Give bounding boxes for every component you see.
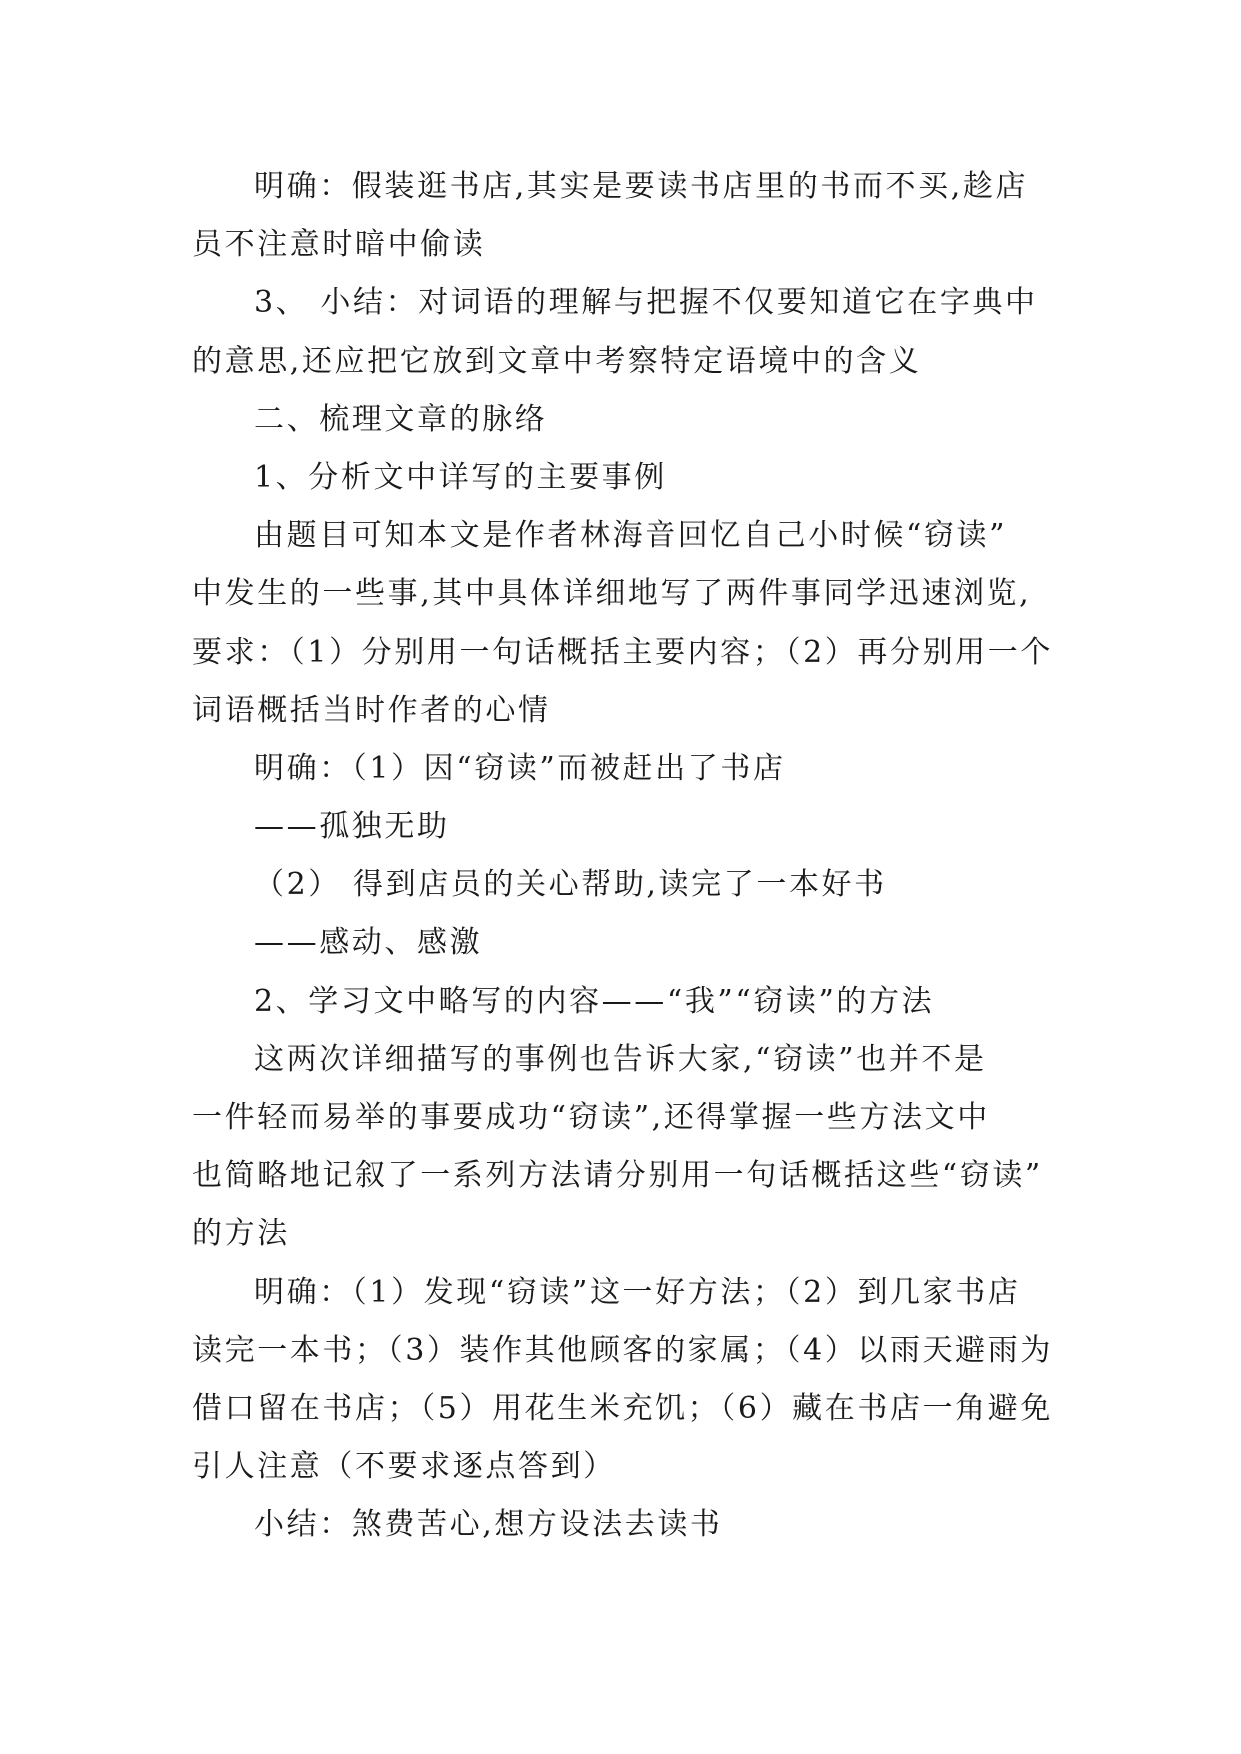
paragraph-line: 的方法 xyxy=(192,1216,290,1252)
paragraph-line: 由题目可知本文是作者林海音回忆自己小时候“窃读” xyxy=(254,518,1008,554)
paragraph-line: 读完一本书；（3）装作其他顾客的家属；（4）以雨天避雨为 xyxy=(192,1332,1053,1368)
paragraph-line: 要求：（1）分别用一句话概括主要内容；（2）再分别用一个 xyxy=(192,634,1053,670)
paragraph-line: （2） 得到店员的关心帮助,读完了一本好书 xyxy=(254,867,887,903)
paragraph-line: 引人注意（不要求逐点答到） xyxy=(192,1449,616,1485)
paragraph-line: 3、 小结：对词语的理解与把握不仅要知道它在字典中 xyxy=(254,285,1038,321)
paragraph-line: 的意思,还应把它放到文章中考察特定语境中的含义 xyxy=(192,343,922,379)
paragraph-line: 一件轻而易举的事要成功“窃读”,还得掌握一些方法文中 xyxy=(192,1100,990,1135)
paragraph-line: 明确：假装逛书店,其实是要读书店里的书而不买,趁店 xyxy=(254,169,1029,204)
paragraph-line: ——感动、感激 xyxy=(254,925,483,961)
paragraph-line: 中发生的一些事,其中具体详细地写了两件事同学迅速浏览, xyxy=(192,576,1032,612)
paragraph-line: 员不注意时暗中偷读 xyxy=(192,227,486,263)
paragraph-line: 这两次详细描写的事例也告诉大家,“窃读”也并不是 xyxy=(254,1041,987,1077)
paragraph-line: 小结：煞费苦心,想方设法去读书 xyxy=(254,1507,723,1543)
subsection-heading: 1、分析文中详写的主要事例 xyxy=(254,459,667,495)
subsection-heading: 2、学习文中略写的内容——“我”“窃读”的方法 xyxy=(254,983,935,1019)
paragraph-line: 明确：（1）发现“窃读”这一好方法；（2）到几家书店 xyxy=(254,1274,1021,1310)
paragraph-line: 词语概括当时作者的心情 xyxy=(192,692,551,728)
paragraph-line: ——孤独无助 xyxy=(254,809,450,845)
paragraph-line: 明确：（1）因“窃读”而被赶出了书店 xyxy=(254,750,786,786)
section-heading: 二、梳理文章的脉络 xyxy=(254,401,548,437)
paragraph-line: 借口留在书店；（5）用花生米充饥；（6）藏在书店一角避免 xyxy=(192,1390,1053,1426)
document-body xyxy=(192,158,1062,1555)
paragraph-line: 也简略地记叙了一系列方法请分别用一句话概括这些“窃读” xyxy=(192,1158,1043,1194)
